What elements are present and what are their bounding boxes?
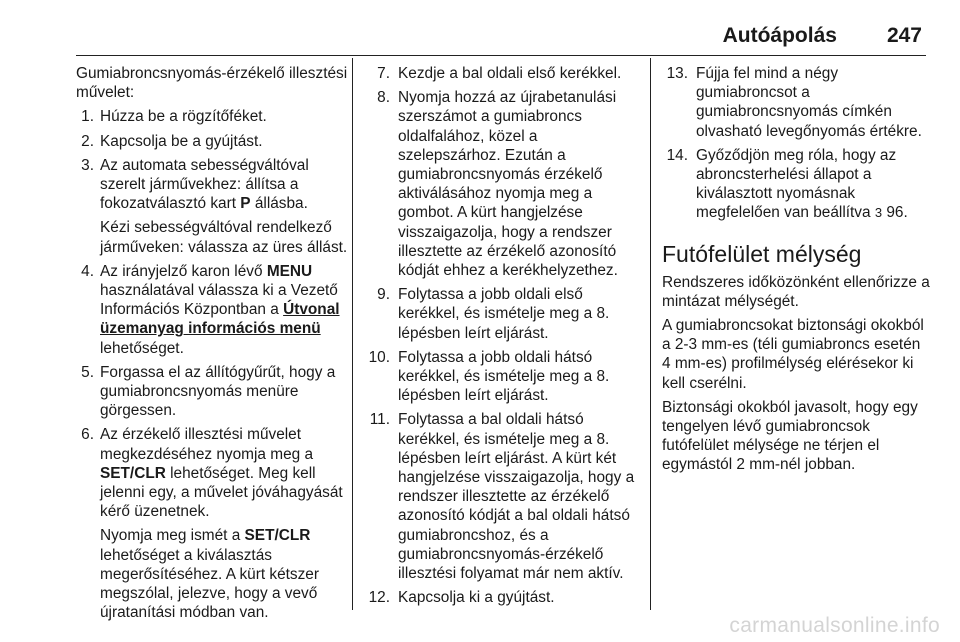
step-text: Forgassa el az állítógyűrűt, hogy a gumiabroncsnyomás menüre görgessen. bbox=[100, 363, 336, 420]
paragraph: Biztonsági okokból javasolt, hogy egy tengelyen lévő gumiabroncsok futófelület mélysége ne térjen el egymástól 2 mm-nél jobban. bbox=[662, 398, 918, 474]
step-text: lehetőséget a kiválasztás megerősítéséhez. A kürt kétszer megszólal, jelezve, hogy a vevő újratanítási módban van. bbox=[100, 546, 319, 622]
step-text: Az érzékelő illesztési művelet megkezdéséhez nyomja meg a bbox=[100, 426, 314, 463]
step-text: Kapcsolja ki a gyújtást. bbox=[398, 589, 555, 607]
step-text: Folytassa a jobb oldali hátsó kerékkel, és ismételje meg a 8. lépésben leírt eljárást. bbox=[398, 348, 610, 405]
step-8 bbox=[364, 88, 644, 280]
step-number: 3. bbox=[81, 156, 94, 174]
step-text: Győződjön meg róla, hogy az abroncsterhelési állapot a kiválasztott nyomásnak megfelelően van beállítva bbox=[696, 146, 897, 222]
step-1 bbox=[76, 107, 348, 126]
step-4 bbox=[76, 262, 348, 358]
step-text: Nyomja meg ismét a bbox=[100, 527, 245, 545]
step-number: 12. bbox=[368, 589, 390, 607]
step-text: lehetőséget. bbox=[100, 339, 184, 357]
paragraph: Rendszeres időközönként ellenőrizze a mintázat mélységét. bbox=[662, 273, 930, 310]
step-10 bbox=[364, 348, 644, 406]
step-number: 11. bbox=[369, 411, 390, 429]
section-title: Autóápolás bbox=[722, 24, 837, 47]
step-2 bbox=[76, 132, 348, 151]
step-number: 7. bbox=[377, 65, 390, 82]
step-7 bbox=[364, 64, 644, 83]
step-3 bbox=[76, 156, 348, 257]
column-3 bbox=[662, 64, 932, 480]
step-14 bbox=[662, 146, 932, 223]
set-clr-control: SET/CLR bbox=[244, 527, 311, 545]
step-number: 10. bbox=[368, 348, 390, 366]
step-note: Kézi sebességváltóval rendelkező járműveken: válassza az üres állást. bbox=[100, 219, 348, 256]
column-divider bbox=[650, 58, 651, 610]
step-number: 14. bbox=[666, 146, 688, 164]
watermark: carmanualsonline.info bbox=[729, 614, 940, 637]
step-number: 2. bbox=[81, 132, 94, 150]
page-number: 247 bbox=[886, 24, 922, 47]
step-text: Kezdje a bal oldali első kerékkel. bbox=[398, 65, 622, 82]
gear-position-p: P bbox=[240, 195, 251, 213]
step-number: 13. bbox=[666, 65, 688, 82]
step-text: Kapcsolja be a gyújtást. bbox=[100, 132, 263, 150]
column-divider bbox=[352, 58, 353, 610]
step-text: lehetőséget. Meg kell jelenni egy, a művelet jóváhagyását kérő üzenetnek. bbox=[100, 464, 343, 521]
trip-fuel-menu-ref: Útvonal üzemanyag információs menü bbox=[100, 301, 340, 338]
step-text: használatával válassza ki a Vezető Információs Központban a bbox=[100, 282, 338, 319]
step-number: 9. bbox=[377, 286, 390, 304]
column-2 bbox=[364, 64, 644, 612]
column-1 bbox=[76, 64, 348, 627]
step-text: állásba. bbox=[250, 195, 308, 213]
step-text: Nyomja hozzá az újrabetanulási szerszámot a gumiabroncs oldalfalához, közel a szelepszárhoz. Ezután a gumiabroncsnyomás érzékelő aktiválásához nyomja meg a gombot. A kürt hangjelzése visszaigazolja, hogy a rendszer illesztette az érzékelő azonosító kódját ehhez a kerékhelyzethez. bbox=[398, 89, 618, 280]
step-note bbox=[100, 526, 348, 622]
section-heading: Futófelület mélység bbox=[662, 240, 862, 267]
step-number: 1. bbox=[81, 108, 94, 126]
step-text: 96. bbox=[882, 204, 908, 222]
intro-text: Gumiabroncsnyomás-érzékelő illesztési művelet: bbox=[76, 65, 348, 102]
header-rule bbox=[76, 55, 926, 56]
step-text: Az automata sebességváltóval szerelt járművekhez: állítsa a fokozatválasztó kart bbox=[100, 156, 309, 213]
step-number: 6. bbox=[81, 426, 94, 444]
step-number: 8. bbox=[377, 89, 390, 107]
page-reference-arrow-icon: 3 bbox=[874, 205, 883, 221]
page-header bbox=[0, 24, 922, 54]
step-text: Az irányjelző karon lévő bbox=[100, 262, 267, 280]
step-text: Folytassa a jobb oldali első kerékkel, és ismételje meg a 8. lépésben leírt eljárást. bbox=[398, 286, 610, 342]
step-5 bbox=[76, 363, 348, 421]
step-11 bbox=[364, 410, 644, 583]
step-13 bbox=[662, 64, 932, 141]
step-number: 4. bbox=[81, 262, 94, 280]
step-9 bbox=[364, 285, 644, 343]
step-text: Fújja fel mind a négy gumiabroncsot a gumiabroncsnyomás címkén olvasható levegőnyomás értékre. bbox=[696, 65, 922, 140]
step-6 bbox=[76, 425, 348, 622]
step-text: Folytassa a bal oldali hátsó kerékkel, és ismételje meg a 8. lépésben leírt eljárást. A kürt két hangjelzése visszaigazolja, hogy a rendszer illesztette az érzékelő azonosító kódját a bal oldali hátsó gumiabroncshoz, és a gumiabroncsnyomás-érzékelő illesztési folyamat már nem aktív. bbox=[398, 411, 635, 583]
paragraph: A gumiabroncsokat biztonsági okokból a 2-3 mm-es (téli gumiabroncs esetén 4 mm-es) profilmélység elérésekor ki kell cserélni. bbox=[662, 317, 924, 392]
step-12 bbox=[364, 588, 644, 607]
step-text: Húzza be a rögzítőféket. bbox=[100, 108, 267, 126]
menu-control: MENU bbox=[266, 262, 313, 280]
set-clr-control: SET/CLR bbox=[100, 464, 166, 482]
step-number: 5. bbox=[81, 363, 94, 381]
